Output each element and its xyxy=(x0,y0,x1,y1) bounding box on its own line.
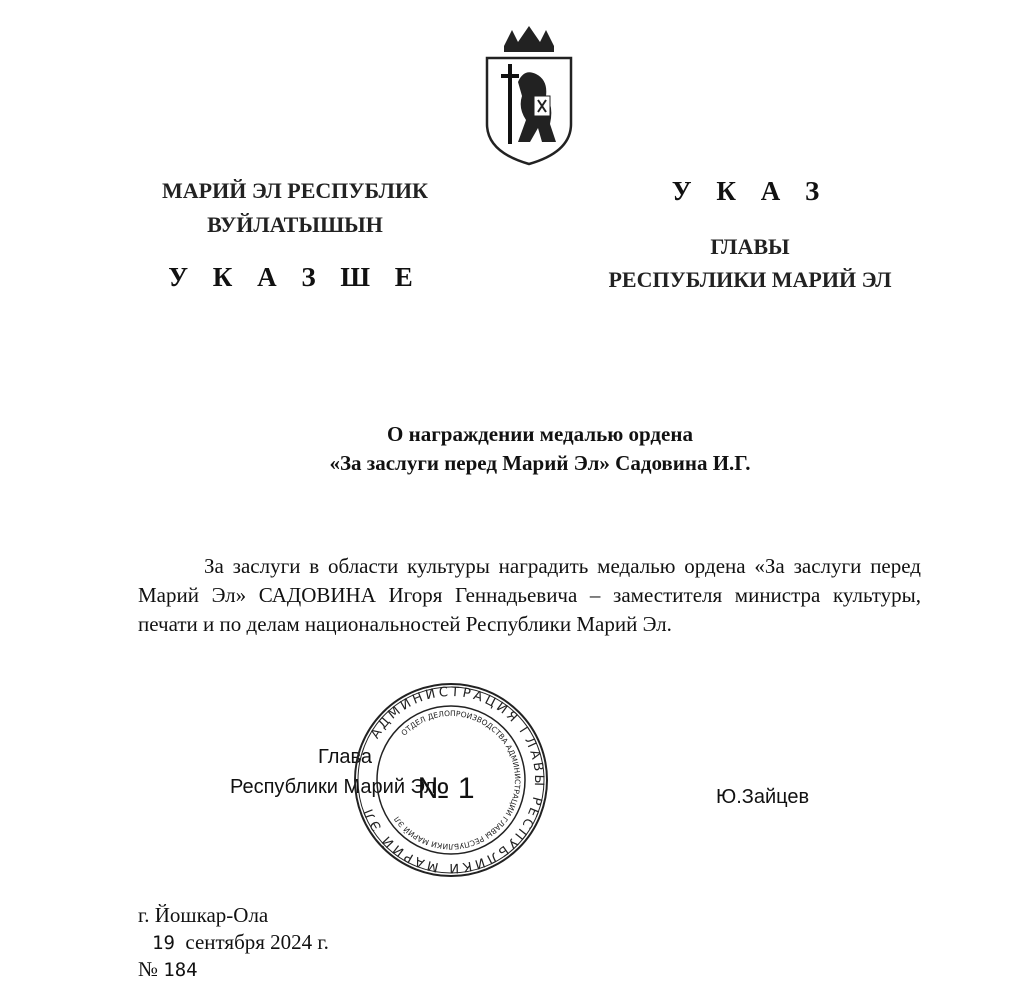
footer-number xyxy=(138,956,198,984)
official-stamp xyxy=(346,680,556,880)
header-right-doc-type: У К А З xyxy=(671,176,829,206)
footer-date xyxy=(152,929,329,957)
footer-day: 19 xyxy=(152,932,175,954)
footer-number-value: 184 xyxy=(163,959,198,981)
stamp-number: № 1 xyxy=(417,772,475,805)
signature-position-line2: Республики Марий Эл xyxy=(230,776,436,798)
stamp-outer-text: АДМИНИСТРАЦИЯ ГЛАВЫ РЕСПУБЛИКИ МАРИЙ ЭЛ xyxy=(360,684,547,876)
document-body xyxy=(138,552,921,639)
signature-name: Ю.Зайцев xyxy=(716,786,810,808)
title-line2: «За заслуги перед Марий Эл» Садовина И.Г. xyxy=(329,451,751,475)
footer-number-label: № xyxy=(138,957,159,981)
document-title xyxy=(150,420,930,478)
header-right-line2: РЕСПУБЛИКИ МАРИЙ ЭЛ xyxy=(608,267,892,292)
body-paragraph: За заслуги в области культуры наградить медалью ордена «За заслуги перед Марий Эл» САДОВИНА Игоря Геннадьевича – заместителя министра культуры, печати и по делам национальностей Республики Марий Эл. xyxy=(138,554,921,636)
footer-city: г. Йошкар-Ола xyxy=(138,903,269,927)
header-right-line1: ГЛАВЫ xyxy=(710,234,790,259)
stamp-inner-text: ОТДЕЛ ДЕЛОПРОИЗВОДСТВА АДМИНИСТРАЦИИ ГЛАВЫ РЕСПУБЛИКИ МАРИЙ ЭЛ xyxy=(392,708,523,852)
coat-of-arms-emblem xyxy=(482,24,576,168)
footer-month-year: сентября 2024 г. xyxy=(185,930,329,954)
header-left-line2: ВУЙЛАТЫШЫН xyxy=(207,212,383,237)
title-line1: О награждении медалью ордена xyxy=(387,422,693,446)
header-left-doc-type: У К А З Ш Е xyxy=(168,262,422,292)
signature-position-line1: Глава xyxy=(318,746,373,768)
header-left-line1: МАРИЙ ЭЛ РЕСПУБЛИК xyxy=(162,178,428,203)
